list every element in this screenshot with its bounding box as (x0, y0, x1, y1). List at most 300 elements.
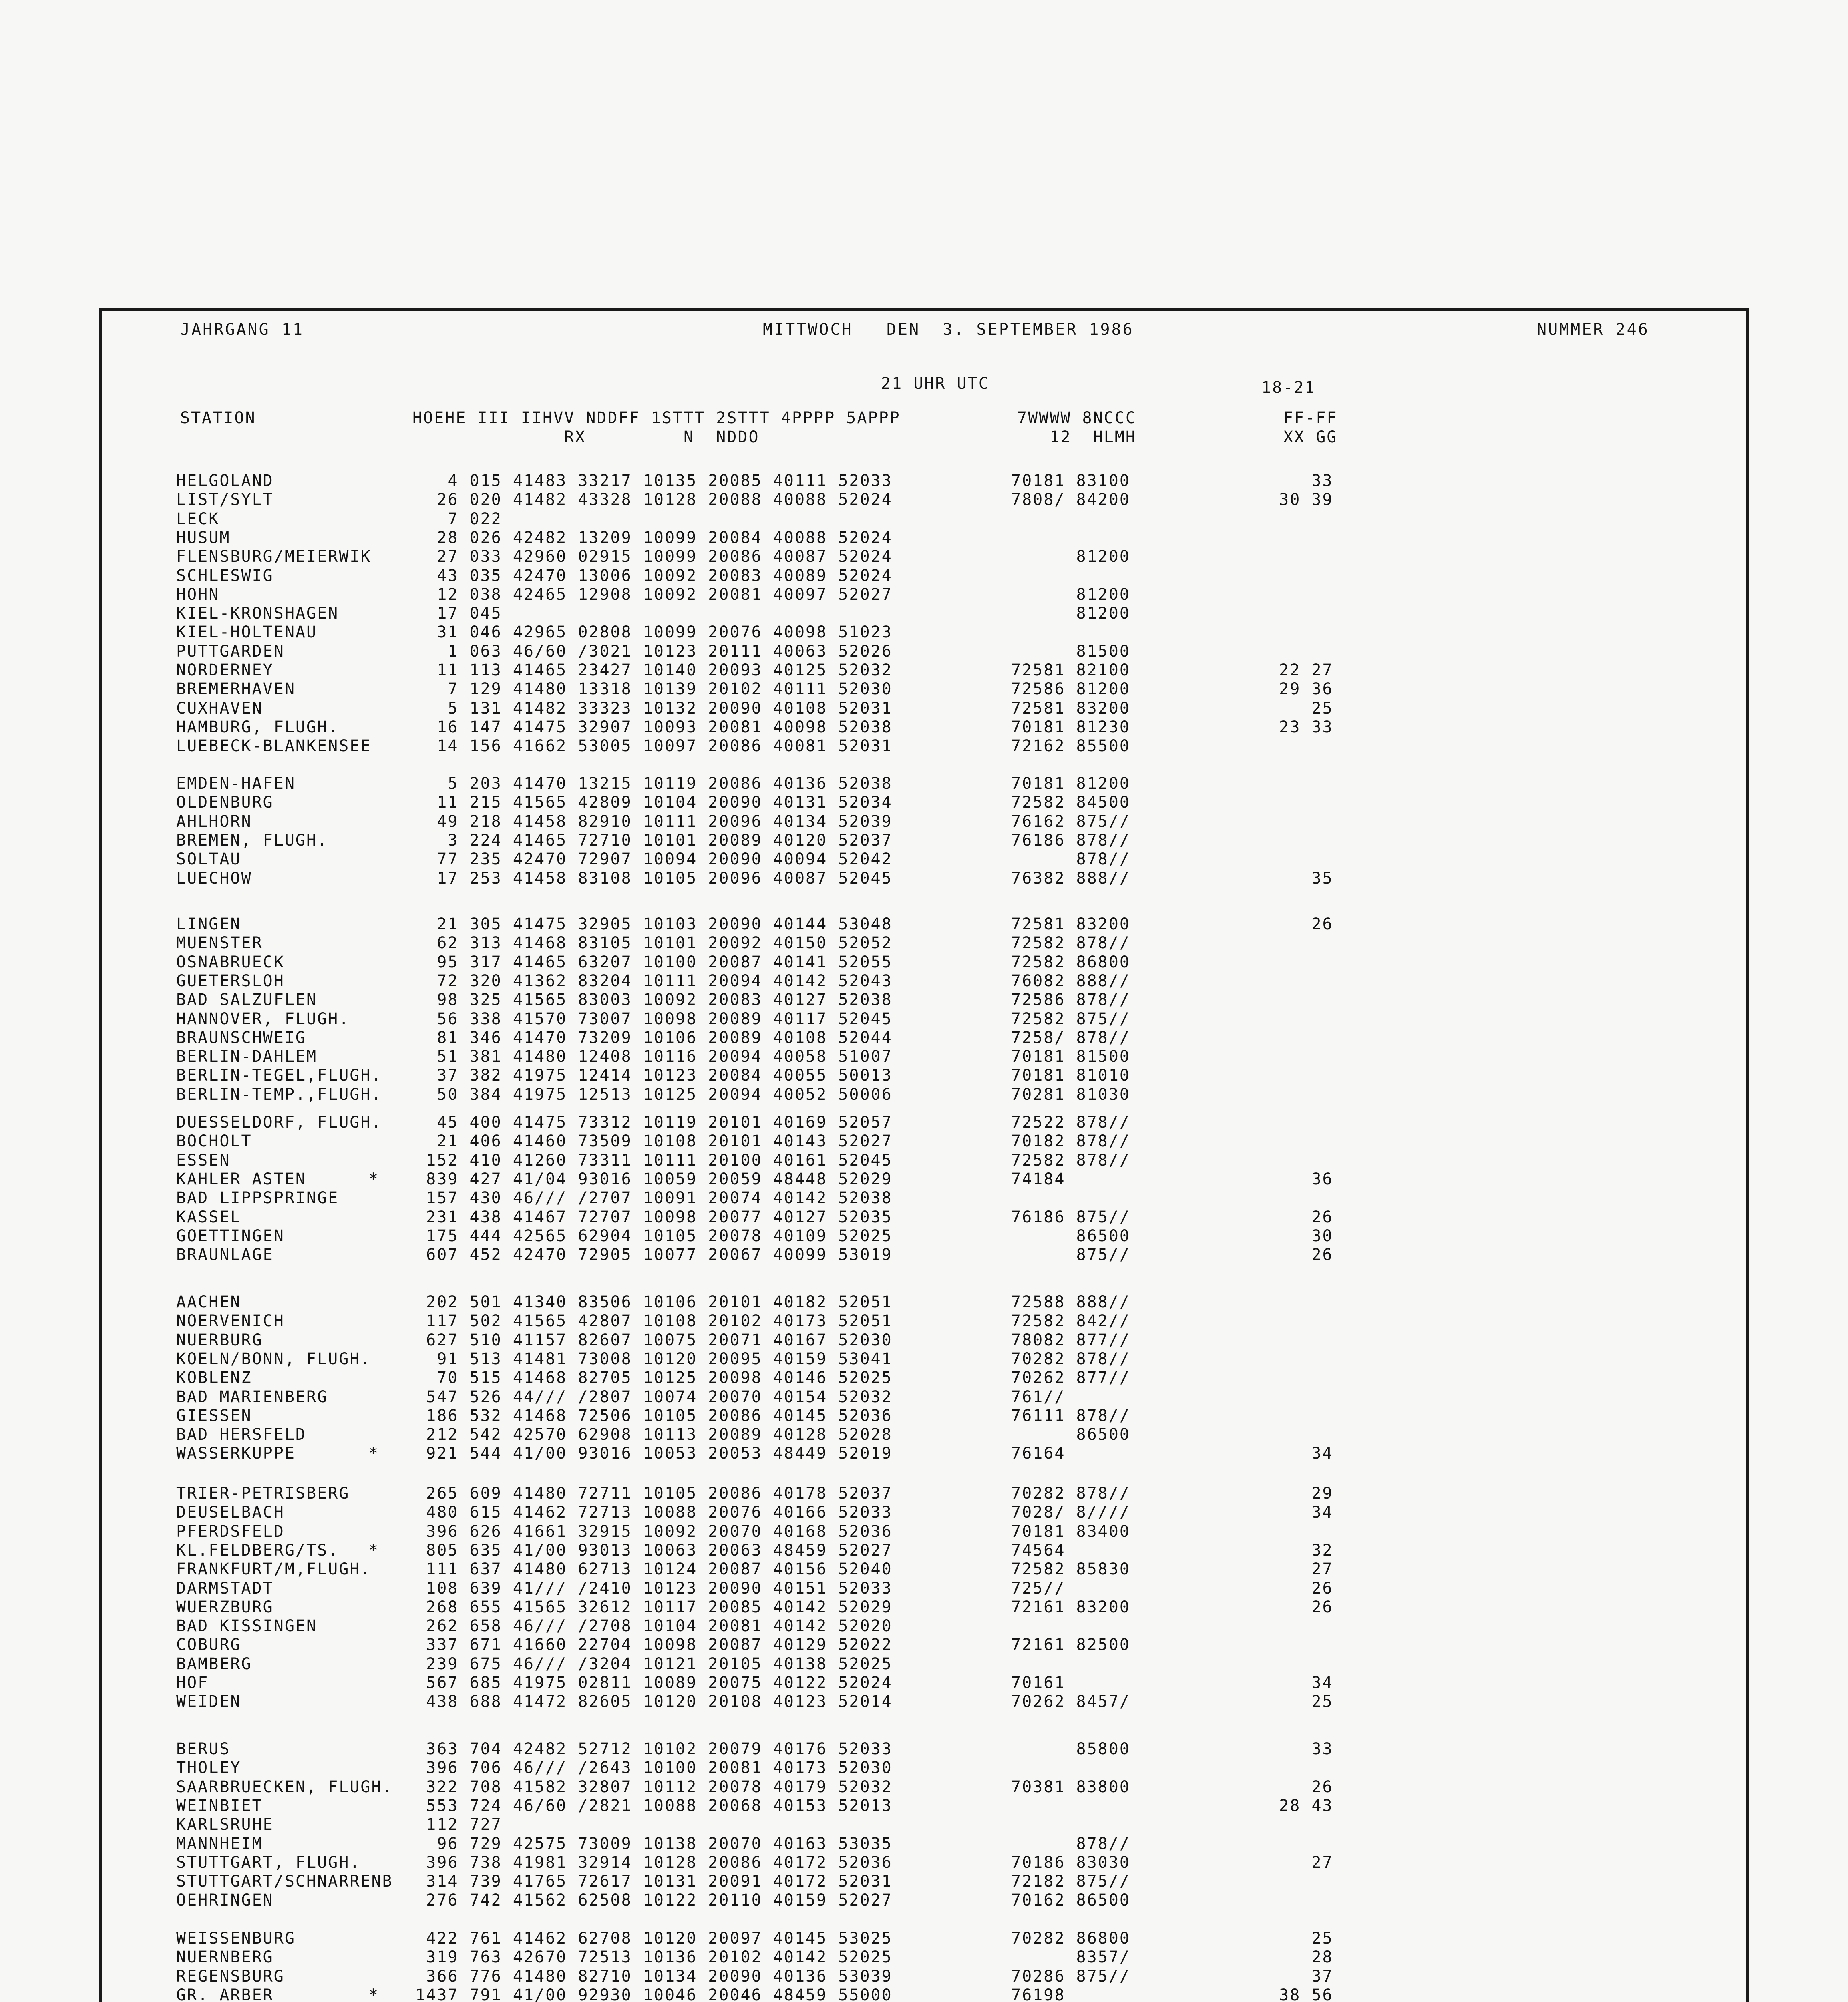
observation-values: 45 400 41475 73312 10119 20101 40169 52057 (404, 1113, 893, 1132)
observation-values: 117 502 41565 42807 10108 20102 40173 52051 (404, 1312, 893, 1331)
observation-values: 239 675 46/// /3204 10121 20105 40138 52025 (404, 1654, 893, 1673)
station-name: HELGOLAND (176, 472, 274, 490)
observation-values: 70 515 41468 82705 10125 20098 40146 52025 (404, 1369, 893, 1387)
station-name: ESSEN (176, 1151, 231, 1170)
observation-values: 438 688 41472 82605 10120 20108 40123 52014 (404, 1692, 893, 1711)
gust-values: 38 56 (1257, 1986, 1333, 2002)
station-row (0, 1797, 1848, 1815)
synop-values: 70282 86800 (1011, 1929, 1130, 1948)
station-name: KIEL-KRONSHAGEN (176, 604, 339, 623)
station-name: BOCHOLT (176, 1132, 252, 1151)
synop-values: 72586 878// (1011, 991, 1130, 1009)
observation-values: 111 637 41480 62713 10124 20087 40156 52040 (404, 1560, 893, 1579)
station-row (0, 1425, 1848, 1444)
observation-values: 81 346 41470 73209 10106 20089 40108 52044 (404, 1028, 893, 1047)
station-name: GR. ARBER (176, 1986, 274, 2002)
station-row (0, 547, 1848, 566)
synop-values: 86500 (1011, 1226, 1130, 1245)
observation-values: 265 609 41480 72711 10105 20086 40178 52037 (404, 1484, 893, 1503)
column-header-data: HOEHE III IIHVV NDDFF 1STTT 2STTT 4PPPP 5APPP RX N NDDO (412, 409, 901, 446)
station-name: BRAUNSCHWEIG (176, 1028, 306, 1047)
gust-values: 36 (1257, 1170, 1333, 1188)
station-name: BERLIN-DAHLEM (176, 1047, 318, 1066)
observation-values: 175 444 42565 62904 10105 20078 40109 52025 (404, 1226, 893, 1245)
station-name: SOLTAU (176, 850, 241, 869)
observation-values: 4 015 41483 33217 10135 20085 40111 52033 (404, 472, 893, 490)
observation-values: 14 156 41662 53005 10097 20086 40081 52031 (404, 737, 893, 756)
synop-values: 72582 85830 (1011, 1560, 1130, 1579)
observation-values: 480 615 41462 72713 10088 20076 40166 52033 (404, 1503, 893, 1522)
station-row (0, 1407, 1848, 1425)
gust-values: 29 (1257, 1484, 1333, 1503)
station-row (0, 1350, 1848, 1369)
synop-values: 76164 (1011, 1444, 1066, 1463)
station-name: KAHLER ASTEN (176, 1170, 306, 1188)
mountain-marker: * (368, 1444, 380, 1463)
station-name: LINGEN (176, 915, 241, 933)
synop-values: 878// (1011, 850, 1130, 869)
synop-values: 70262 8457/ (1011, 1692, 1130, 1711)
station-row (0, 1312, 1848, 1331)
station-row (0, 1617, 1848, 1636)
synop-values: 72162 85500 (1011, 737, 1130, 756)
observation-values: 7 022 (404, 509, 502, 528)
station-name: TRIER-PETRISBERG (176, 1484, 350, 1503)
station-row (0, 1560, 1848, 1579)
observation-values: 231 438 41467 72707 10098 20077 40127 52035 (404, 1208, 893, 1226)
station-row (0, 1208, 1848, 1227)
gust-values: 28 43 (1257, 1796, 1333, 1815)
synop-values: 72161 83200 (1011, 1598, 1130, 1616)
range-label: 18-21 (1261, 378, 1316, 397)
station-name: LIST/SYLT (176, 490, 274, 509)
station-row (0, 1740, 1848, 1759)
station-name: LUECHOW (176, 869, 252, 888)
observation-values: 91 513 41481 73008 10120 20095 40159 53041 (404, 1349, 893, 1368)
station-row (0, 529, 1848, 547)
gust-values: 35 (1257, 869, 1333, 888)
station-name: KARLSRUHE (176, 1815, 274, 1834)
synop-values: 76111 878// (1011, 1406, 1130, 1425)
station-row (0, 661, 1848, 680)
observation-values: 396 706 46/// /2643 10100 20081 40173 52030 (404, 1759, 893, 1777)
gust-values: 26 (1257, 1579, 1333, 1598)
gust-values: 25 (1257, 699, 1333, 718)
observation-values: 567 685 41975 02811 10089 20075 40122 52024 (404, 1674, 893, 1692)
station-name: LECK (176, 509, 220, 528)
observation-values: 49 218 41458 82910 10111 20096 40134 52039 (404, 812, 893, 831)
station-row (0, 869, 1848, 888)
synop-values: 72588 888// (1011, 1293, 1130, 1311)
synop-values: 76198 (1011, 1986, 1066, 2002)
station-row (0, 831, 1848, 850)
synop-values: 7028/ 8//// (1011, 1503, 1130, 1522)
station-row (0, 642, 1848, 661)
station-name: BERLIN-TEMP.,FLUGH. (176, 1085, 382, 1104)
station-row (0, 934, 1848, 953)
station-name: FLENSBURG/MEIERWIK (176, 547, 372, 566)
station-row (0, 1503, 1848, 1522)
station-name: BAMBERG (176, 1654, 252, 1673)
observation-values: 77 235 42470 72907 10094 20090 40094 52042 (404, 850, 893, 869)
observation-values: 112 727 (404, 1815, 502, 1834)
station-name: KOBLENZ (176, 1369, 252, 1387)
station-name: THOLEY (176, 1759, 241, 1777)
gust-values: 26 (1257, 1598, 1333, 1616)
station-row (0, 1579, 1848, 1598)
station-row (0, 718, 1848, 737)
synop-values: 72582 842// (1011, 1312, 1130, 1331)
synop-values: 70282 878// (1011, 1484, 1130, 1503)
observation-values: 56 338 41570 73007 10098 20089 40117 52045 (404, 1009, 893, 1028)
station-row (0, 1986, 1848, 2002)
gust-values: 33 (1257, 472, 1333, 490)
station-row (0, 1484, 1848, 1503)
station-row (0, 1778, 1848, 1797)
synop-values: 81200 (1011, 547, 1130, 566)
station-row (0, 991, 1848, 1009)
observation-values: 95 317 41465 63207 10100 20087 40141 52055 (404, 953, 893, 971)
gust-values: 30 39 (1257, 490, 1333, 509)
station-row (0, 1029, 1848, 1047)
observation-values: 72 320 41362 83204 10111 20094 40142 52043 (404, 971, 893, 990)
observation-values: 319 763 42670 72513 10136 20102 40142 52025 (404, 1948, 893, 1967)
station-row (0, 737, 1848, 756)
synop-values: 7258/ 878// (1011, 1028, 1130, 1047)
synop-values: 70181 81230 (1011, 718, 1130, 736)
station-name: NOERVENICH (176, 1312, 285, 1331)
station-row (0, 510, 1848, 529)
synop-values: 70181 83100 (1011, 472, 1130, 490)
observation-values: 98 325 41565 83003 10092 20083 40127 52038 (404, 991, 893, 1009)
station-name: SCHLESWIG (176, 566, 274, 585)
synop-values: 8357/ (1011, 1948, 1130, 1967)
synop-values: 72582 84500 (1011, 793, 1130, 812)
observation-values: 5 203 41470 13215 10119 20086 40136 52038 (404, 774, 893, 793)
synop-values: 70161 (1011, 1674, 1066, 1692)
station-row (0, 1246, 1848, 1264)
synop-values: 70181 81200 (1011, 774, 1130, 793)
gust-values: 26 (1257, 915, 1333, 933)
station-name: FRANKFURT/M,FLUGH. (176, 1560, 372, 1579)
station-name: SAARBRUECKEN, FLUGH. (176, 1777, 393, 1796)
station-name: NORDERNEY (176, 661, 274, 679)
station-name: WUERZBURG (176, 1598, 274, 1616)
station-row (0, 1541, 1848, 1560)
station-row (0, 1066, 1848, 1085)
observation-values: 37 382 41975 12414 10123 20084 40055 50013 (404, 1066, 893, 1085)
observation-values: 1 063 46/60 /3021 10123 20111 40063 52026 (404, 642, 893, 661)
observation-values: 62 313 41468 83105 10101 20092 40150 52052 (404, 934, 893, 953)
station-name: LUEBECK-BLANKENSEE (176, 737, 372, 756)
station-name: PUTTGARDEN (176, 642, 285, 661)
station-name: DUESSELDORF, FLUGH. (176, 1113, 382, 1132)
gust-values: 32 (1257, 1541, 1333, 1560)
station-name: PFERDSFELD (176, 1522, 285, 1541)
observation-values: 28 026 42482 13209 10099 20084 40088 52024 (404, 528, 893, 547)
synop-values: 70181 81010 (1011, 1066, 1130, 1085)
synop-values: 81200 (1011, 604, 1130, 623)
station-name: DEUSELBACH (176, 1503, 285, 1522)
synop-values: 70181 81500 (1011, 1047, 1130, 1066)
station-row (0, 604, 1848, 623)
station-name: BAD MARIENBERG (176, 1387, 328, 1406)
observation-values: 1437 791 41/00 92930 10046 20046 48459 55000 (404, 1986, 893, 2002)
station-name: BRAUNLAGE (176, 1246, 274, 1264)
station-name: OLDENBURG (176, 793, 274, 812)
gust-values: 23 33 (1257, 718, 1333, 736)
observation-values: 27 033 42960 02915 10099 20086 40087 52024 (404, 547, 893, 566)
station-name: OSNABRUECK (176, 953, 285, 971)
observation-values: 262 658 46/// /2708 10104 20081 40142 52020 (404, 1617, 893, 1636)
synop-values: 70286 875// (1011, 1967, 1130, 1986)
station-name: GOETTINGEN (176, 1226, 285, 1245)
synop-values: 72582 878// (1011, 934, 1130, 953)
observation-values: 26 020 41482 43328 10128 20088 40088 52024 (404, 490, 893, 509)
column-header-gusts: FF-FF XX GG (1283, 409, 1338, 446)
station-name: BREMEN, FLUGH. (176, 831, 328, 850)
station-row (0, 1227, 1848, 1246)
synop-values: 76186 875// (1011, 1208, 1130, 1226)
station-row (0, 1369, 1848, 1387)
observation-values: 627 510 41157 82607 10075 20071 40167 52030 (404, 1331, 893, 1349)
gust-values: 30 (1257, 1226, 1333, 1245)
synop-values: 70186 83030 (1011, 1853, 1130, 1872)
gust-values: 25 (1257, 1929, 1333, 1948)
observation-values: 276 742 41562 62508 10122 20110 40159 52027 (404, 1891, 893, 1910)
station-row (0, 774, 1848, 793)
observation-values: 17 253 41458 83108 10105 20096 40087 52045 (404, 869, 893, 888)
synop-values: 70181 83400 (1011, 1522, 1130, 1541)
station-row (0, 1170, 1848, 1189)
observation-values: 366 776 41480 82710 10134 20090 40136 53039 (404, 1967, 893, 1986)
synop-values: 725// (1011, 1579, 1066, 1598)
date-label: MITTWOCH DEN 3. SEPTEMBER 1986 (763, 320, 1134, 339)
observation-values: 31 046 42965 02808 10099 20076 40098 51023 (404, 623, 893, 642)
station-name: BERLIN-TEGEL,FLUGH. (176, 1066, 382, 1085)
station-row (0, 1444, 1848, 1463)
station-name: WEISSENBURG (176, 1929, 296, 1948)
synop-values: 72581 83200 (1011, 699, 1130, 718)
gust-values: 37 (1257, 1967, 1333, 1986)
observation-values: 314 739 41765 72617 10131 20091 40172 52031 (404, 1872, 893, 1891)
station-row (0, 472, 1848, 490)
observation-values: 396 738 41981 32914 10128 20086 40172 52036 (404, 1853, 893, 1872)
station-row (0, 1331, 1848, 1350)
synop-values: 72161 82500 (1011, 1636, 1130, 1654)
gust-values: 26 (1257, 1208, 1333, 1226)
station-row (0, 1010, 1848, 1029)
observation-values: 212 542 42570 62908 10113 20089 40128 52028 (404, 1425, 893, 1444)
column-header-synop: 7WWWW 8NCCC 12 HLMH (1017, 409, 1136, 446)
observation-values: 202 501 41340 83506 10106 20101 40182 52051 (404, 1293, 893, 1311)
station-row (0, 1872, 1848, 1891)
mountain-marker: * (368, 1170, 380, 1188)
observation-values: 5 131 41482 33323 10132 20090 40108 52031 (404, 699, 893, 718)
station-row (0, 1293, 1848, 1312)
station-row (0, 1047, 1848, 1066)
synop-values: 78082 877// (1011, 1331, 1130, 1349)
station-name: CUXHAVEN (176, 699, 263, 718)
synop-values: 72582 875// (1011, 1009, 1130, 1028)
station-name: NUERBURG (176, 1331, 263, 1349)
observation-values: 108 639 41/// /2410 10123 20090 40151 52033 (404, 1579, 893, 1598)
station-row (0, 1655, 1848, 1674)
station-row (0, 915, 1848, 934)
observation-values: 7 129 41480 13318 10139 20102 40111 52030 (404, 680, 893, 699)
station-row (0, 1189, 1848, 1208)
station-row (0, 1692, 1848, 1711)
synop-values: 76162 875// (1011, 812, 1130, 831)
gust-values: 34 (1257, 1674, 1333, 1692)
station-row (0, 680, 1848, 699)
observation-values: 396 626 41661 32915 10092 20070 40168 52036 (404, 1522, 893, 1541)
synop-values: 761// (1011, 1387, 1066, 1406)
station-row (0, 1815, 1848, 1834)
gust-values: 34 (1257, 1503, 1333, 1522)
station-row (0, 1759, 1848, 1777)
synop-values: 72182 875// (1011, 1872, 1130, 1891)
station-name: KOELN/BONN, FLUGH. (176, 1349, 372, 1368)
station-row (0, 699, 1848, 718)
time-label: 21 UHR UTC (881, 374, 989, 393)
station-name: BAD KISSINGEN (176, 1617, 318, 1636)
station-name: KIEL-HOLTENAU (176, 623, 318, 642)
observation-values: 21 305 41475 32905 10103 20090 40144 53048 (404, 915, 893, 933)
station-name: KASSEL (176, 1208, 241, 1226)
station-row (0, 1598, 1848, 1617)
observation-values: 921 544 41/00 93016 10053 20053 48449 52019 (404, 1444, 893, 1463)
observation-values: 43 035 42470 13006 10092 20083 40089 52024 (404, 566, 893, 585)
station-row (0, 623, 1848, 642)
volume-label: JAHRGANG 11 (180, 320, 304, 339)
station-name: STUTTGART, FLUGH. (176, 1853, 361, 1872)
synop-values: 72581 83200 (1011, 915, 1130, 933)
synop-values: 72582 878// (1011, 1151, 1130, 1170)
observation-values: 51 381 41480 12408 10116 20094 40058 51007 (404, 1047, 893, 1066)
observation-values: 322 708 41582 32807 10112 20078 40179 52032 (404, 1777, 893, 1796)
station-name: NUERNBERG (176, 1948, 274, 1967)
station-row (0, 1636, 1848, 1654)
gust-values: 29 36 (1257, 680, 1333, 699)
station-name: MUENSTER (176, 934, 263, 953)
synop-values: 76186 878// (1011, 831, 1130, 850)
station-name: OEHRINGEN (176, 1891, 274, 1910)
synop-values: 72581 82100 (1011, 661, 1130, 679)
observation-values: 12 038 42465 12908 10092 20081 40097 52027 (404, 585, 893, 604)
gust-values: 26 (1257, 1777, 1333, 1796)
synop-values: 70282 878// (1011, 1349, 1130, 1368)
synop-values: 70381 83800 (1011, 1777, 1130, 1796)
station-row (0, 850, 1848, 869)
issue-number: NUMMER 246 (1537, 320, 1649, 339)
synop-values: 70281 81030 (1011, 1085, 1130, 1104)
station-row (0, 1929, 1848, 1948)
station-name: WASSERKUPPE (176, 1444, 296, 1463)
station-name: STUTTGART/SCHNARRENB (176, 1872, 393, 1891)
observation-values: 152 410 41260 73311 10111 20100 40161 52045 (404, 1151, 893, 1170)
observation-values: 17 045 (404, 604, 502, 623)
station-row (0, 1948, 1848, 1967)
observation-values: 50 384 41975 12513 10125 20094 40052 50006 (404, 1085, 893, 1104)
station-row (0, 1113, 1848, 1132)
synop-values: 76082 888// (1011, 971, 1130, 990)
station-name: HUSUM (176, 528, 231, 547)
observation-values: 839 427 41/04 93016 10059 20059 48448 52029 (404, 1170, 893, 1188)
station-name: BREMERHAVEN (176, 680, 296, 699)
observation-values: 553 724 46/60 /2821 10088 20068 40153 52013 (404, 1796, 893, 1815)
station-row (0, 793, 1848, 812)
station-row (0, 1388, 1848, 1407)
mountain-marker: * (368, 1986, 380, 2002)
synop-values: 878// (1011, 1834, 1130, 1853)
synop-values: 76382 888// (1011, 869, 1130, 888)
station-name: BAD HERSFELD (176, 1425, 306, 1444)
station-row (0, 567, 1848, 585)
station-name: BERUS (176, 1740, 231, 1758)
gust-values: 34 (1257, 1444, 1333, 1463)
observation-values: 547 526 44/// /2807 10074 20070 40154 52032 (404, 1387, 893, 1406)
observation-values: 422 761 41462 62708 10120 20097 40145 53025 (404, 1929, 893, 1948)
station-row (0, 953, 1848, 972)
observation-values: 607 452 42470 72905 10077 20067 40099 53019 (404, 1246, 893, 1264)
station-name: WEINBIET (176, 1796, 263, 1815)
station-name: BAD SALZUFLEN (176, 991, 318, 1009)
station-row (0, 1853, 1848, 1872)
station-name: HOF (176, 1674, 209, 1692)
observation-values: 337 671 41660 22704 10098 20087 40129 52022 (404, 1636, 893, 1654)
synop-values: 72586 81200 (1011, 680, 1130, 699)
synop-values: 74184 (1011, 1170, 1066, 1188)
gust-values: 28 (1257, 1948, 1333, 1967)
mountain-marker: * (368, 1541, 380, 1560)
observation-values: 11 113 41465 23427 10140 20093 40125 52032 (404, 661, 893, 679)
station-row (0, 1085, 1848, 1104)
station-name: COBURG (176, 1636, 241, 1654)
synop-values: 81500 (1011, 642, 1130, 661)
gust-values: 26 (1257, 1246, 1333, 1264)
station-row (0, 1522, 1848, 1541)
gust-values: 27 (1257, 1560, 1333, 1579)
observation-values: 16 147 41475 32907 10093 20081 40098 52038 (404, 718, 893, 736)
gust-values: 27 (1257, 1853, 1333, 1872)
observation-values: 268 655 41565 32612 10117 20085 40142 52029 (404, 1598, 893, 1616)
station-name: AACHEN (176, 1293, 241, 1311)
station-row (0, 490, 1848, 509)
station-name: HOHN (176, 585, 220, 604)
station-row (0, 1967, 1848, 1986)
synop-values: 81200 (1011, 585, 1130, 604)
observation-values: 21 406 41460 73509 10108 20101 40143 52027 (404, 1132, 893, 1151)
synop-values: 72522 878// (1011, 1113, 1130, 1132)
station-row (0, 1674, 1848, 1692)
station-name: BAD LIPPSPRINGE (176, 1189, 339, 1208)
station-name: GUETERSLOH (176, 971, 285, 990)
station-name: REGENSBURG (176, 1967, 285, 1986)
observation-values: 3 224 41465 72710 10101 20089 40120 52037 (404, 831, 893, 850)
synop-values: 875// (1011, 1246, 1130, 1264)
station-name: KL.FELDBERG/TS. (176, 1541, 339, 1560)
station-name: HANNOVER, FLUGH. (176, 1009, 350, 1028)
synop-values: 7808/ 84200 (1011, 490, 1130, 509)
synop-values: 86500 (1011, 1425, 1130, 1444)
station-name: EMDEN-HAFEN (176, 774, 296, 793)
gust-values: 33 (1257, 1740, 1333, 1758)
synop-values: 85800 (1011, 1740, 1130, 1758)
observation-values: 96 729 42575 73009 10138 20070 40163 53035 (404, 1834, 893, 1853)
observation-values: 805 635 41/00 93013 10063 20063 48459 52027 (404, 1541, 893, 1560)
station-row (0, 972, 1848, 991)
